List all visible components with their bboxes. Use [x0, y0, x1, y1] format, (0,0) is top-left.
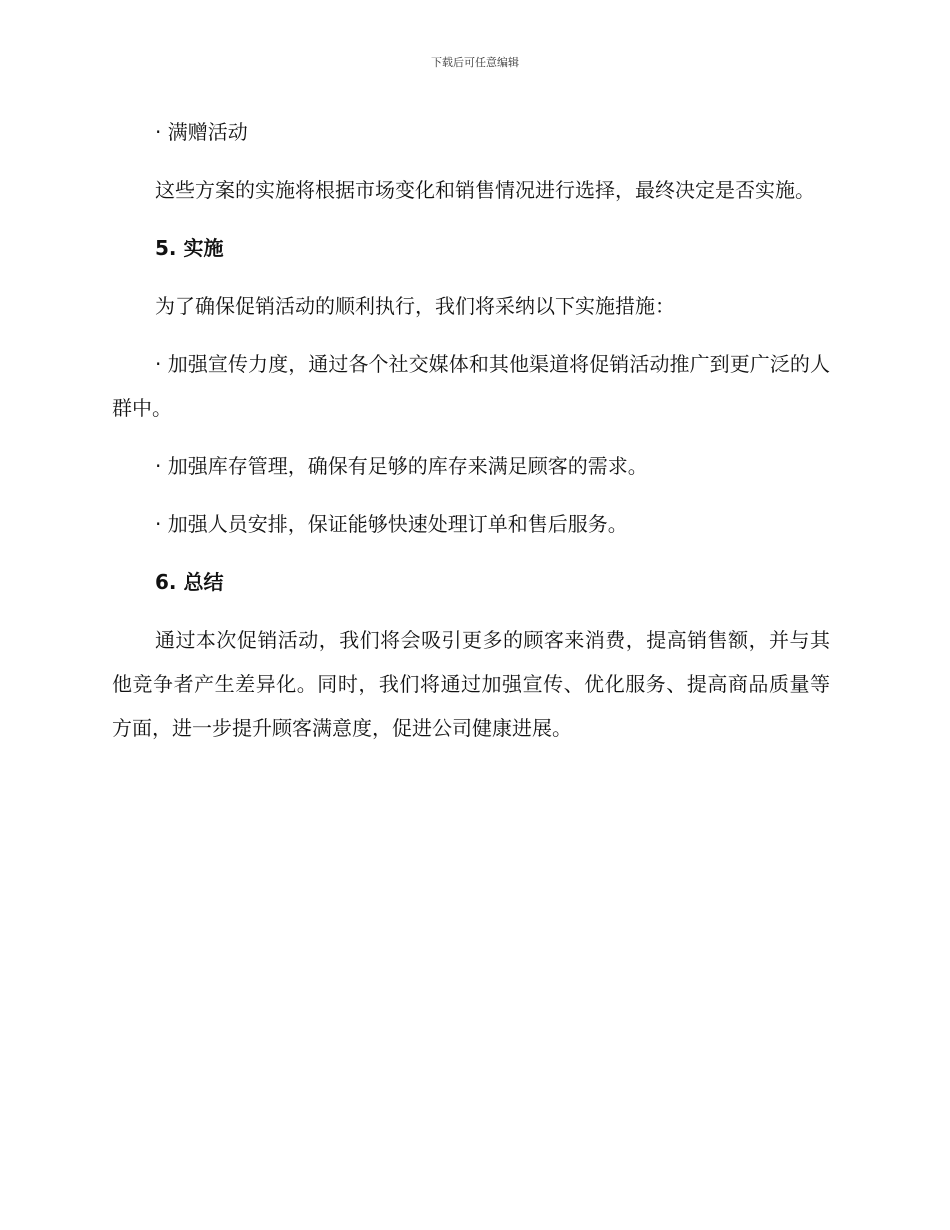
- bullet-staffing: · 加强人员安排，保证能够快速处理订单和售后服务。: [155, 512, 628, 536]
- page-header: 下载后可任意编辑: [431, 56, 519, 69]
- section-heading-implementation: 5. 实施: [155, 236, 224, 260]
- document-body: [112, 110, 830, 764]
- paragraph-implementation-intro: 为了确保促销活动的顺利执行，我们将采纳以下实施措施：: [155, 294, 675, 318]
- paragraph-selection: 这些方案的实施将根据市场变化和销售情况进行选择，最终决定是否实施。: [155, 178, 815, 202]
- section-heading-summary: 6. 总结: [155, 570, 224, 594]
- paragraph-summary: 通过本次促销活动，我们将会吸引更多的顾客来消费，提高销售额，并与其他竞争者产生差异化。同时，我们将通过加强宣传、优化服务、提高商品质量等方面，进一步提升顾客满意度，促进公司健康进展。: [112, 628, 830, 740]
- bullet-gift-activity: · 满赠活动: [155, 120, 248, 144]
- bullet-inventory: · 加强库存管理，确保有足够的库存来满足顾客的需求。: [155, 454, 648, 478]
- bullet-publicity: · 加强宣传力度，通过各个社交媒体和其他渠道将促销活动推广到更广泛的人群中。: [112, 352, 830, 420]
